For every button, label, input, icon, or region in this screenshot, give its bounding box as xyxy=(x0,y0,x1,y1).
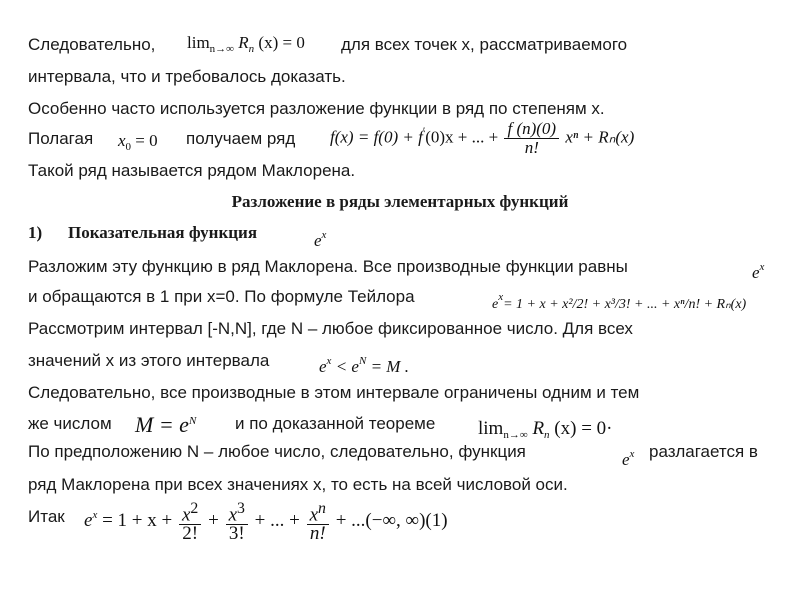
bound-formula xyxy=(319,350,409,378)
frac-x: x xyxy=(181,504,191,526)
term-fraction xyxy=(307,500,329,543)
e-symbol: e xyxy=(622,450,630,469)
frac-x: x xyxy=(228,504,237,526)
text-line: ряд Маклорена при всех значениях x, то есть на всей числовой оси. xyxy=(28,475,568,494)
series-tail: xⁿ + Rₙ(x) xyxy=(565,127,635,147)
x0-subscript: 0 xyxy=(125,141,132,153)
section-heading: Разложение в ряды элементарных функций xyxy=(231,192,569,211)
limit-value: (x) = 0· xyxy=(554,418,613,439)
remainder-subscript: n xyxy=(544,429,550,441)
text-line: Особенно часто используется разложение функции в ряд по степеням x. xyxy=(28,99,605,118)
e-symbol: e xyxy=(752,263,760,282)
e-symbol: e xyxy=(319,357,327,376)
M-equation: M = e xyxy=(135,412,189,437)
fraction-denominator: n! xyxy=(524,138,539,157)
remainder-symbol: R xyxy=(238,33,249,52)
remainder-subscript: n xyxy=(248,43,255,55)
series-mid: + ... + xyxy=(254,510,300,532)
lim-text: lim xyxy=(187,33,210,52)
frac-power: 3 xyxy=(237,500,245,517)
series-start: = 1 + x + xyxy=(102,510,173,532)
x0-value: = 0 xyxy=(135,131,158,150)
item-number: 1) xyxy=(28,223,43,242)
text-line: интервала, что и требовалось доказать. xyxy=(28,67,346,86)
limit-formula xyxy=(187,32,305,60)
exp-formula xyxy=(314,224,326,252)
fraction-numerator: f (n)(0) xyxy=(504,120,559,139)
text-line: Разложим эту функцию в ряд Маклорена. Все производные функции равны xyxy=(28,257,628,276)
text-line: Полагая xyxy=(28,129,94,148)
frac-power: n xyxy=(318,500,326,517)
exponent: x xyxy=(92,509,98,522)
exponent: x xyxy=(326,355,332,367)
text-line: разлагается в xyxy=(649,442,758,461)
text-line: Рассмотрим интервал [-N,N], где N – любое фиксированное число. Для всех xyxy=(28,319,633,338)
text-line: Итак xyxy=(28,507,65,526)
item-title: Показательная функция xyxy=(68,223,258,242)
exponent: x xyxy=(759,261,765,273)
term-fraction xyxy=(179,500,201,543)
bound-lt: < e xyxy=(335,357,359,376)
series-end: + ...(−∞, ∞)(1) xyxy=(335,510,448,532)
text-line: получаем ряд xyxy=(186,129,296,148)
text-line: и по доказанной теореме xyxy=(235,414,436,433)
taylor-expansion: = 1 + x + x²/2! + x³/3! + ... + xⁿ/n! + Rₙ(x) xyxy=(503,297,747,312)
text-line: для всех точек x, рассматриваемого xyxy=(341,35,628,54)
general-term-fraction xyxy=(504,120,559,157)
frac-power: 2 xyxy=(190,500,199,517)
exponent: x xyxy=(629,448,635,460)
series-lhs: f(x) = f(0) + f xyxy=(330,127,423,147)
frac-den: 3! xyxy=(228,523,245,545)
limit-value: (x) = 0 xyxy=(258,33,305,52)
exp-formula xyxy=(622,443,634,471)
exp-formula xyxy=(752,256,764,284)
frac-den: n! xyxy=(309,523,326,545)
text-line: же числом xyxy=(28,414,112,433)
M-formula xyxy=(135,410,196,436)
text-line: Такой ряд называется рядом Маклорена. xyxy=(28,161,356,180)
x-symbol: x xyxy=(118,131,126,150)
lim-text: lim xyxy=(478,418,504,439)
lim-subscript: n→∞ xyxy=(209,43,235,55)
text-line: значений x из этого интервала xyxy=(28,351,270,370)
plus-sign: + xyxy=(208,510,219,532)
maclaurin-series-formula xyxy=(330,120,634,157)
exponent: x xyxy=(321,229,327,241)
final-series-formula xyxy=(84,500,448,543)
text-line: Следовательно, все производные в этом интервале ограничены одним и тем xyxy=(28,383,640,402)
remainder-symbol: R xyxy=(532,418,545,439)
taylor-formula xyxy=(492,286,746,316)
lim-subscript: n→∞ xyxy=(503,429,528,441)
exponent: x xyxy=(498,291,504,303)
x0-formula xyxy=(118,130,158,158)
bound-rhs: = M . xyxy=(370,357,409,376)
text-line: и обращаются в 1 при x=0. По формуле Тейлора xyxy=(28,287,415,306)
e-symbol: e xyxy=(314,231,322,250)
term-fraction xyxy=(226,500,248,543)
derivative-mark: ′ xyxy=(422,125,426,138)
e-symbol: e xyxy=(492,297,499,312)
series-mid: (0)x + ... + xyxy=(425,127,499,147)
bound-exponent: N xyxy=(358,355,367,367)
e-symbol: e xyxy=(84,510,93,532)
M-exponent: N xyxy=(188,415,197,427)
text-line: По предположению N – любое число, следовательно, функция xyxy=(28,442,526,461)
frac-x: x xyxy=(309,504,319,526)
frac-den: 2! xyxy=(182,523,199,545)
text-line: Следовательно, xyxy=(28,35,156,54)
